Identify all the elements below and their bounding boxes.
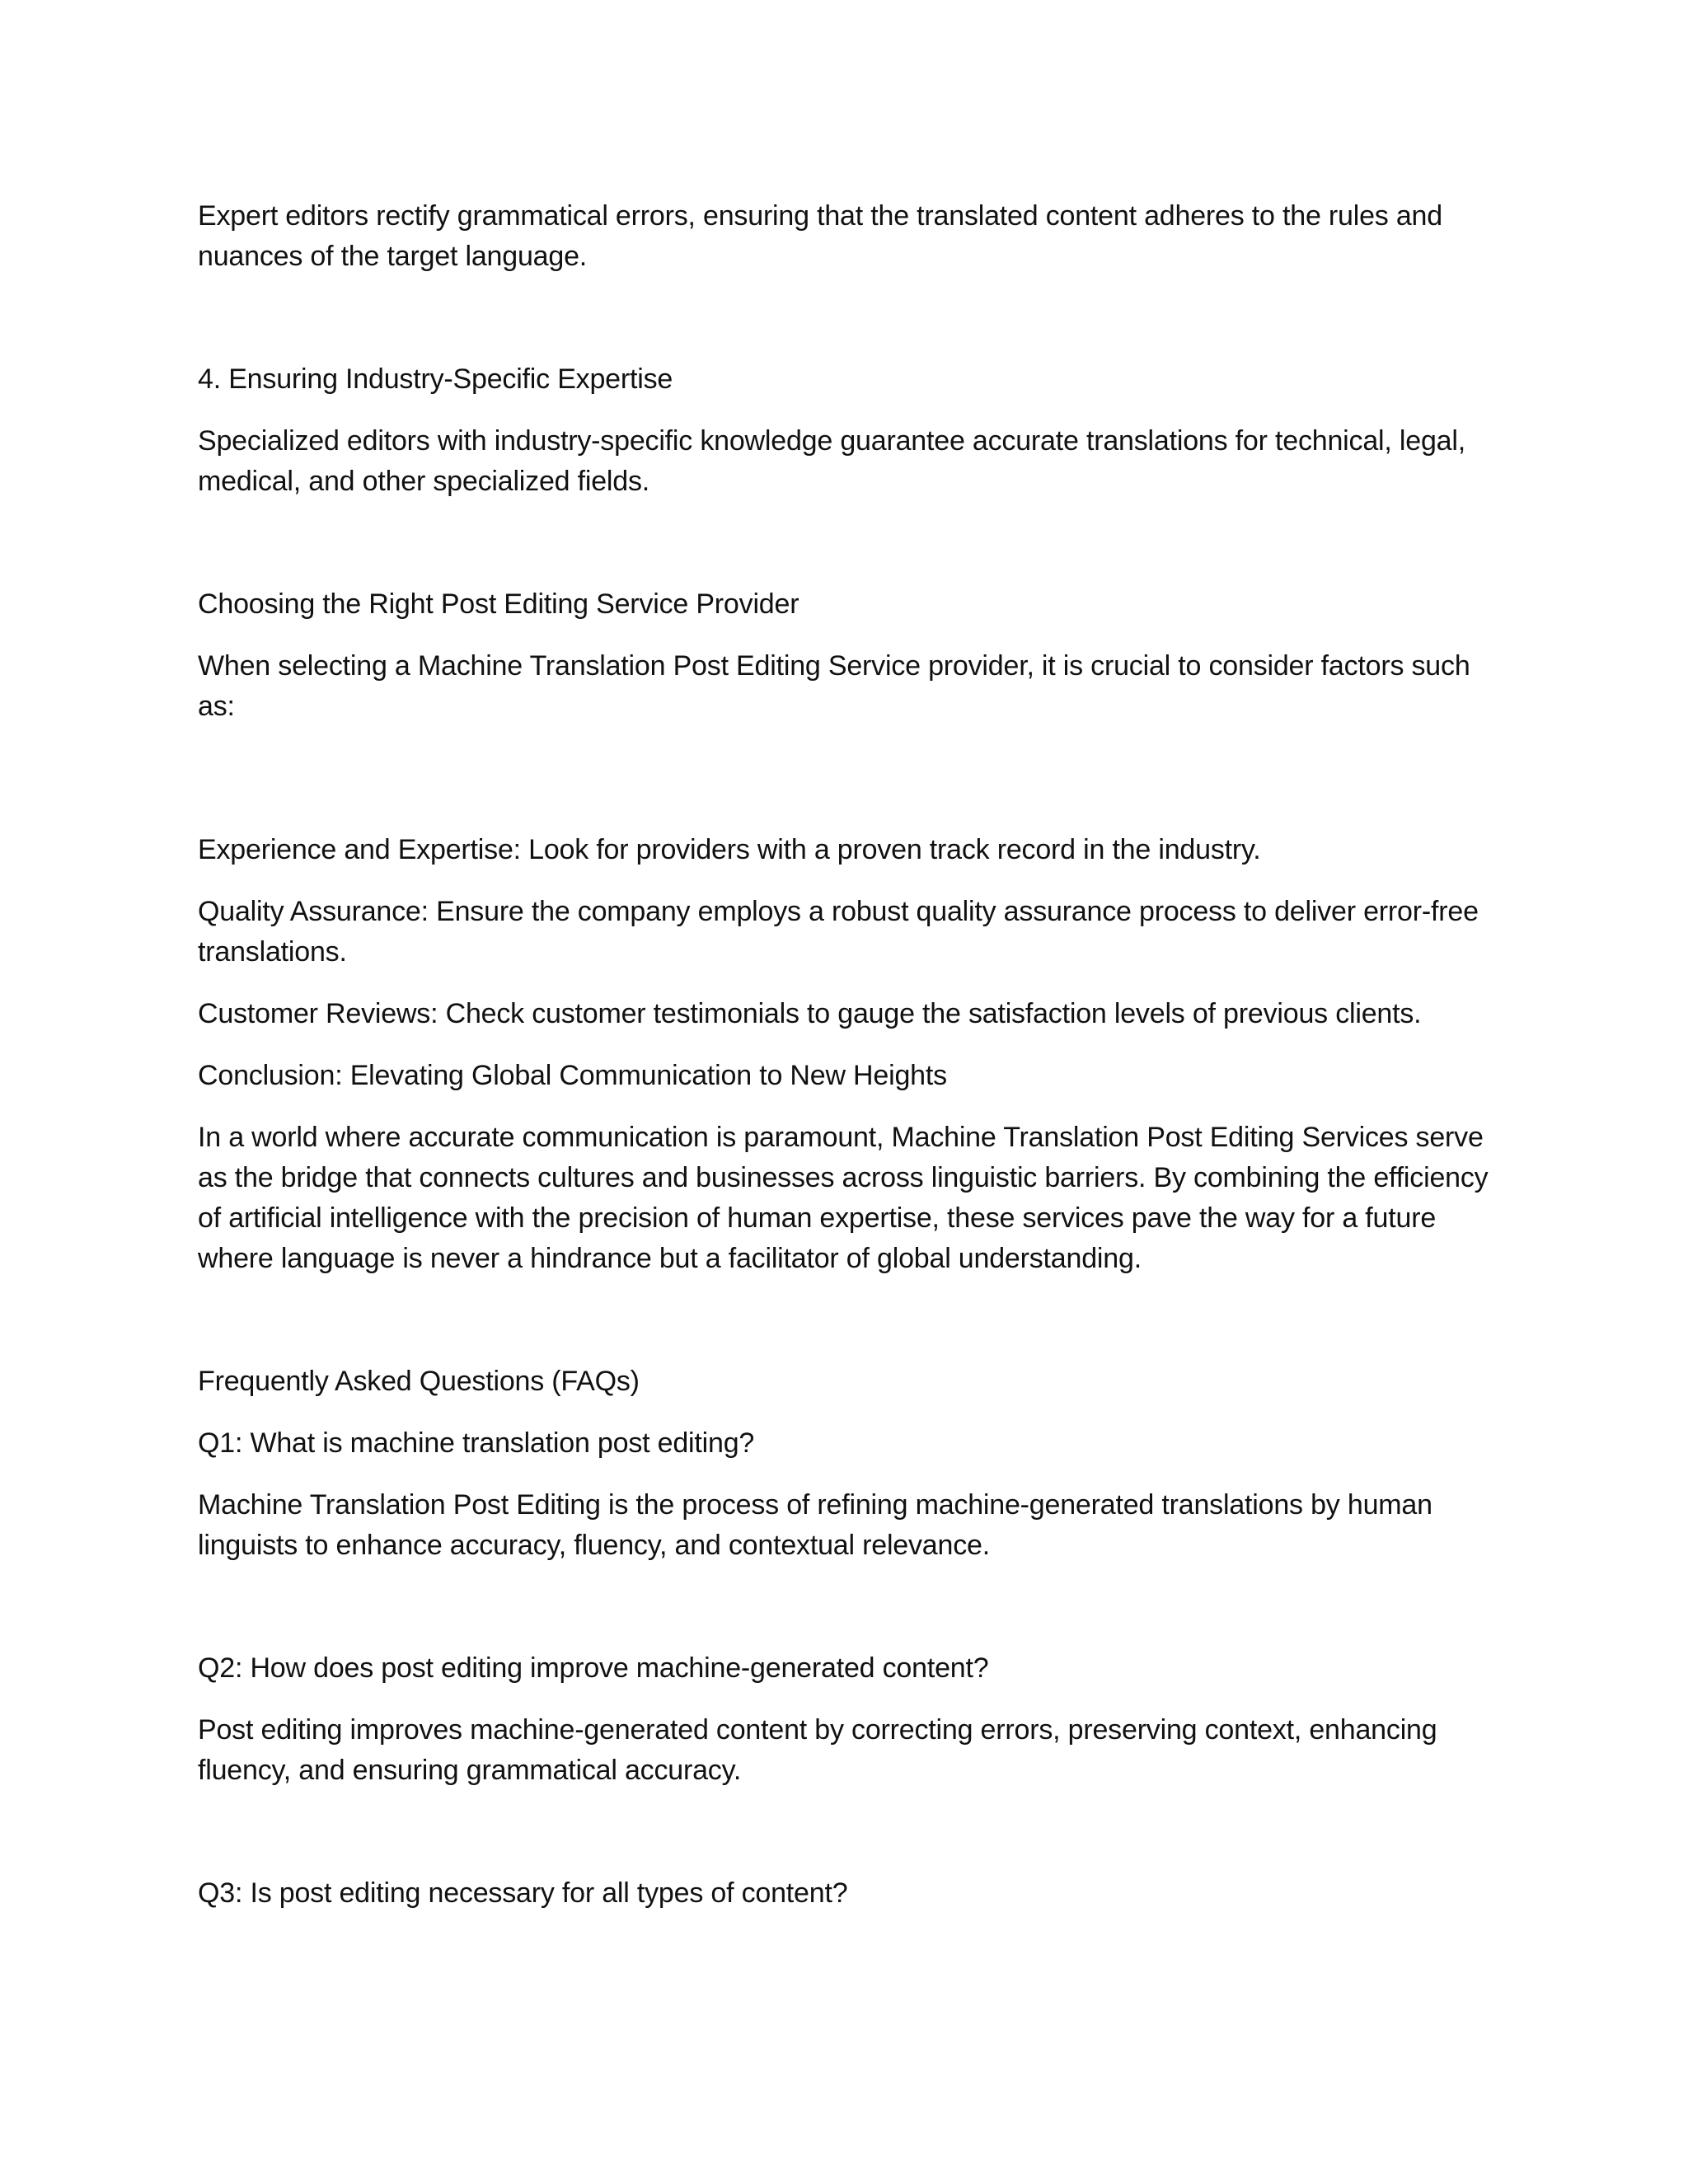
paragraph-grammar: Expert editors rectify grammatical errors, ensuring that the translated content adheres to the rules and nuances of the target language. <box>198 200 1442 272</box>
faq-answer-2: Post editing improves machine-generated content by correcting errors, preserving context, enhancing fluency, and ensuring grammatical accuracy. <box>198 1714 1437 1786</box>
list-item-experience: Experience and Expertise: Look for providers with a proven track record in the industry. <box>198 834 1261 865</box>
paragraph-selecting-provider: When selecting a Machine Translation Post Editing Service provider, it is crucial to consider factors such as: <box>198 650 1470 722</box>
document-body <box>198 196 1492 1935</box>
faq-answer-1: Machine Translation Post Editing is the process of refining machine-generated translations by human linguists to enhance accuracy, fluency, and contextual relevance. <box>198 1489 1432 1561</box>
heading-conclusion: Conclusion: Elevating Global Communication to New Heights <box>198 1060 947 1091</box>
list-item-quality: Quality Assurance: Ensure the company employs a robust quality assurance process to deliver error-free translations. <box>198 896 1479 968</box>
faq-question-1: Q1: What is machine translation post editing? <box>198 1427 755 1459</box>
faq-question-2: Q2: How does post editing improve machine-generated content? <box>198 1652 989 1684</box>
faq-question-3: Q3: Is post editing necessary for all types of content? <box>198 1877 848 1909</box>
heading-industry-expertise: 4. Ensuring Industry-Specific Expertise <box>198 363 673 395</box>
heading-faqs: Frequently Asked Questions (FAQs) <box>198 1366 640 1397</box>
heading-choosing-provider: Choosing the Right Post Editing Service Provider <box>198 588 799 620</box>
paragraph-specialized-editors: Specialized editors with industry-specific knowledge guarantee accurate translations for technical, legal, medical, and other specialized fields. <box>198 425 1465 497</box>
paragraph-conclusion: In a world where accurate communication is paramount, Machine Translation Post Editing Services serve as the bridge that connects cultures and businesses across linguistic barriers. By combining the efficiency of artificial intelligence with the precision of human expertise, these services pave the way for a future where language is never a hindrance but a facilitator of global understanding. <box>198 1122 1489 1274</box>
list-item-reviews: Customer Reviews: Check customer testimonials to gauge the satisfaction levels of previous clients. <box>198 998 1422 1029</box>
